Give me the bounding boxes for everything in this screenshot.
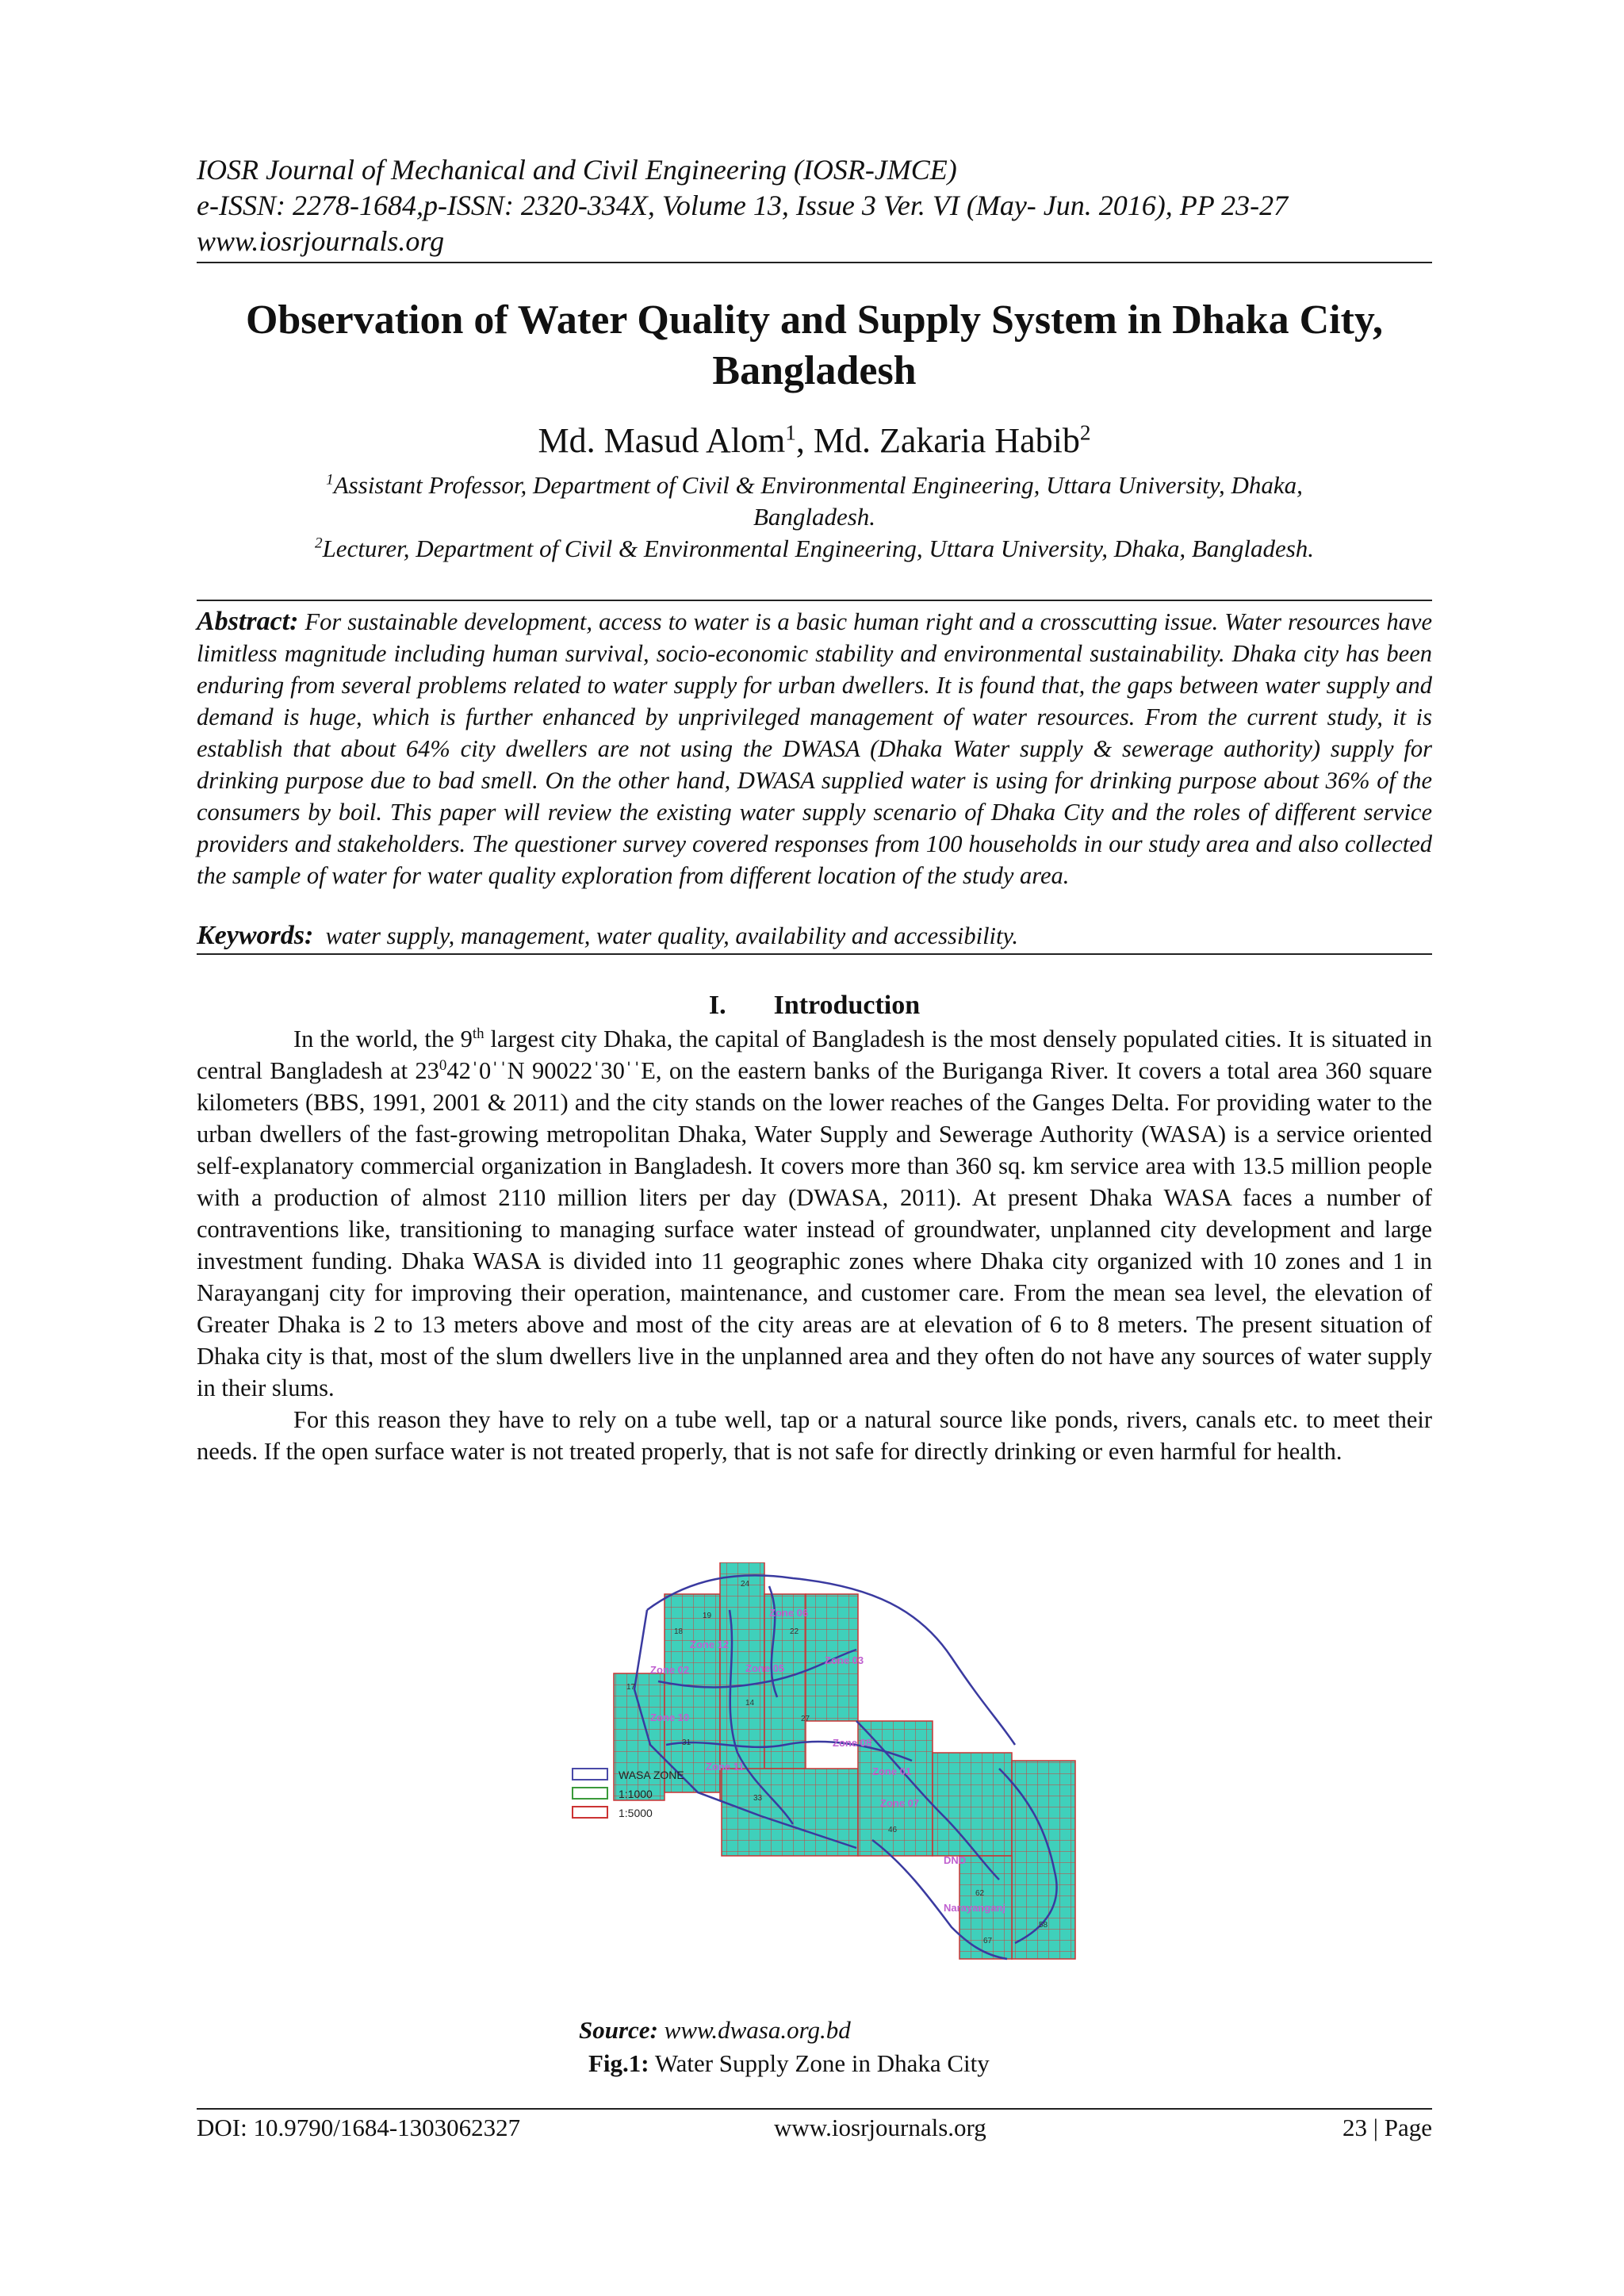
author-separator: , bbox=[795, 421, 814, 460]
cell-number: 19 bbox=[703, 1612, 712, 1620]
section-number: I. bbox=[708, 991, 726, 1020]
abstract bbox=[197, 606, 1432, 891]
cell-number: 14 bbox=[745, 1699, 755, 1708]
footer-doi: DOI: 10.9790/1684-1303062327 bbox=[197, 2114, 521, 2141]
abstract-top-rule bbox=[197, 600, 1432, 601]
abstract-label: Abstract bbox=[197, 607, 290, 636]
cell-number: 67 bbox=[983, 1937, 993, 1945]
title-line-1: Observation of Water Quality and Supply System in Dhaka City, bbox=[245, 297, 1384, 343]
zone-label: Zone 10 bbox=[650, 1711, 690, 1723]
cell-number: 17 bbox=[626, 1683, 636, 1692]
legend-label: 1:5000 bbox=[619, 1807, 653, 1819]
zone-label: Zone 06 bbox=[769, 1607, 809, 1619]
legend-label: 1:1000 bbox=[619, 1788, 653, 1800]
author-list bbox=[197, 420, 1432, 462]
zone-label: Zone 12 bbox=[690, 1639, 730, 1650]
water-zone-map bbox=[571, 1562, 1269, 1975]
footer-rule bbox=[197, 2108, 1432, 2110]
source-text: www.dwasa.org.bd bbox=[657, 2016, 851, 2044]
cell-number: 24 bbox=[741, 1580, 750, 1589]
degree-mark: 0 bbox=[439, 1056, 447, 1074]
affiliation-2-mark: 2 bbox=[314, 535, 323, 552]
page-footer bbox=[197, 2112, 1432, 2144]
paragraph-1 bbox=[197, 1023, 1432, 1404]
zone-label: DND bbox=[944, 1854, 967, 1866]
author-2: Md. Zakaria Habib bbox=[813, 421, 1080, 460]
map-grid bbox=[614, 1562, 1075, 1959]
caption-label: Fig.1: bbox=[588, 2049, 649, 2077]
cell-number: 18 bbox=[674, 1627, 684, 1636]
introduction-body bbox=[197, 1023, 1432, 1467]
affiliation-1-line-1: Assistant Professor, Department of Civil & Environmental Engineering, Uttara University, Dhaka, bbox=[333, 471, 1303, 499]
caption-text: Water Supply Zone in Dhaka City bbox=[649, 2049, 990, 2077]
cell-number: 33 bbox=[753, 1794, 763, 1803]
legend-label: WASA ZONE bbox=[619, 1769, 684, 1781]
figure-map bbox=[571, 1562, 1269, 1975]
abstract-colon: : bbox=[289, 607, 299, 636]
affiliation-1-line-2: Bangladesh. bbox=[753, 503, 876, 531]
keywords-label: Keywords: bbox=[197, 921, 314, 950]
source-label: Source: bbox=[579, 2016, 658, 2044]
journal-website[interactable]: www.iosrjournals.org bbox=[197, 225, 445, 257]
footer-page-number: 23 | Page bbox=[1342, 2114, 1432, 2141]
zone-label: Narayanganj bbox=[944, 1902, 1006, 1914]
legend-swatch-zone bbox=[573, 1769, 607, 1780]
paragraph-1-part-b: largest city Dhaka, the capital of Bangladesh is the most densely populated cities. It is situated in central Bangladesh at 23 bbox=[197, 1025, 1432, 1084]
journal-issn: e-ISSN: 2278-1684,p-ISSN: 2320-334X, Volume 13, Issue 3 Ver. VI (May- Jun. 2016), PP 23-27 bbox=[197, 190, 1289, 221]
journal-name: IOSR Journal of Mechanical and Civil Engineering (IOSR-JMCE) bbox=[197, 154, 957, 186]
ordinal-suffix: th bbox=[472, 1025, 485, 1042]
footer-website[interactable]: www.iosrjournals.org bbox=[774, 2114, 986, 2141]
zone-label: Zone 03 bbox=[825, 1654, 864, 1666]
zone-label: Zone 07 bbox=[880, 1797, 920, 1809]
author-1-mark: 1 bbox=[785, 420, 796, 445]
abstract-text: For sustainable development, access to water is a basic human right and a crosscutting issue. Water resources have limitless magnitude including human survival, socio-economic stability and environmental sustainability. Dhaka city has been enduring from several problems related to water supply for urban dwellers. It is found that, the gaps between water supply and demand is huge, which is further enhanced by unprivileged management of water resources. From the current study, it is establish that about 64% city dwellers are not using the DWASA (Dhaka Water supply & sewerage authority) supply for drinking purpose due to bad smell. On the other hand, DWASA supplied water is using for drinking purpose about 36% of the consumers by boil. This paper will review the existing water supply scenario of Dhaka City and the roles of different service providers and stakeholders. The questioner survey covered responses from 100 households in our study area and also collected the sample of water for water quality exploration from different location of the study area. bbox=[197, 608, 1432, 889]
cell-number: 46 bbox=[888, 1826, 898, 1834]
paper-title bbox=[197, 295, 1432, 397]
cell-number: 62 bbox=[975, 1889, 985, 1898]
paragraph-1-part-c: 42ˈ0ˈˈN 90022ˈ30ˈˈE, on the eastern banks of the Buriganga River. It covers a total area 360 square kilometers (BBS, 1991, 2001 & 2011) and the city stands on the lower reaches of the Ganges Delta. For providing water to the urban dwellers of the fast-growing metropolitan Dhaka, Water Supply and Sewerage Authority (WASA) is a service oriented self-explanatory commercial organization in Bangladesh. It covers more than 360 sq. km service area with 13.5 million people with a production of almost 2110 million liters per day (DWASA, 2011). At present Dhaka WASA faces a number of contraventions like, transitioning to managing surface water instead of groundwater, unplanned city development and large investment funding. Dhaka WASA is divided into 11 geographic zones where Dhaka city organized with 10 zones and 1 in Narayanganj city for improving their operation, maintenance, and customer care. From the mean sea level, the elevation of Greater Dhaka is 2 to 13 meters above and most of the city areas are at elevation of 6 to 8 meters. The present situation of Dhaka city is that, most of the slum dwellers live in the unplanned area and they often do not have any sources of water supply in their slums. bbox=[197, 1057, 1432, 1401]
abstract-bottom-rule bbox=[197, 953, 1432, 955]
paper-page bbox=[197, 0, 1432, 2296]
keywords bbox=[197, 920, 1432, 952]
affiliation-2-text: Lecturer, Department of Civil & Environmental Engineering, Uttara University, Dhaka, Bangladesh. bbox=[322, 535, 1315, 562]
section-title: Introduction bbox=[773, 991, 921, 1020]
header-rule bbox=[197, 262, 1432, 263]
legend-swatch-1000 bbox=[573, 1788, 607, 1799]
keywords-text: water supply, management, water quality, availability and accessibility. bbox=[325, 922, 1018, 949]
cell-number: 58 bbox=[1039, 1921, 1048, 1930]
affiliation-2 bbox=[197, 533, 1432, 565]
figure-caption bbox=[588, 2048, 990, 2079]
cell-number: 31 bbox=[682, 1738, 691, 1747]
affiliation-1 bbox=[197, 470, 1432, 501]
affiliations bbox=[197, 470, 1432, 565]
journal-header bbox=[197, 152, 1432, 259]
paragraph-1-part-a: In the world, the 9 bbox=[293, 1025, 473, 1052]
section-heading bbox=[197, 990, 1432, 1022]
author-1: Md. Masud Alom bbox=[538, 421, 786, 460]
zone-label: Zone 01 bbox=[872, 1765, 912, 1777]
author-2-mark: 2 bbox=[1079, 420, 1091, 445]
paragraph-2: For this reason they have to rely on a tube well, tap or a natural source like ponds, rivers, canals etc. to meet their needs. If the open surface water is not treated properly, that is not safe for directly drinking or even harmful for health. bbox=[197, 1406, 1432, 1465]
map-legend bbox=[573, 1769, 684, 1819]
affiliation-1-mark: 1 bbox=[326, 471, 334, 489]
cell-number: 27 bbox=[801, 1715, 810, 1723]
zone-label: Zone 05 bbox=[745, 1662, 785, 1674]
zone-label: Zone 08 bbox=[833, 1737, 872, 1749]
cell-number: 22 bbox=[790, 1627, 799, 1636]
zone-label: Zone 02 bbox=[650, 1664, 690, 1676]
legend-swatch-5000 bbox=[573, 1807, 607, 1818]
title-line-2: Bangladesh bbox=[712, 348, 917, 393]
figure-source bbox=[579, 2014, 851, 2046]
zone-label: Zone 11 bbox=[706, 1761, 745, 1773]
